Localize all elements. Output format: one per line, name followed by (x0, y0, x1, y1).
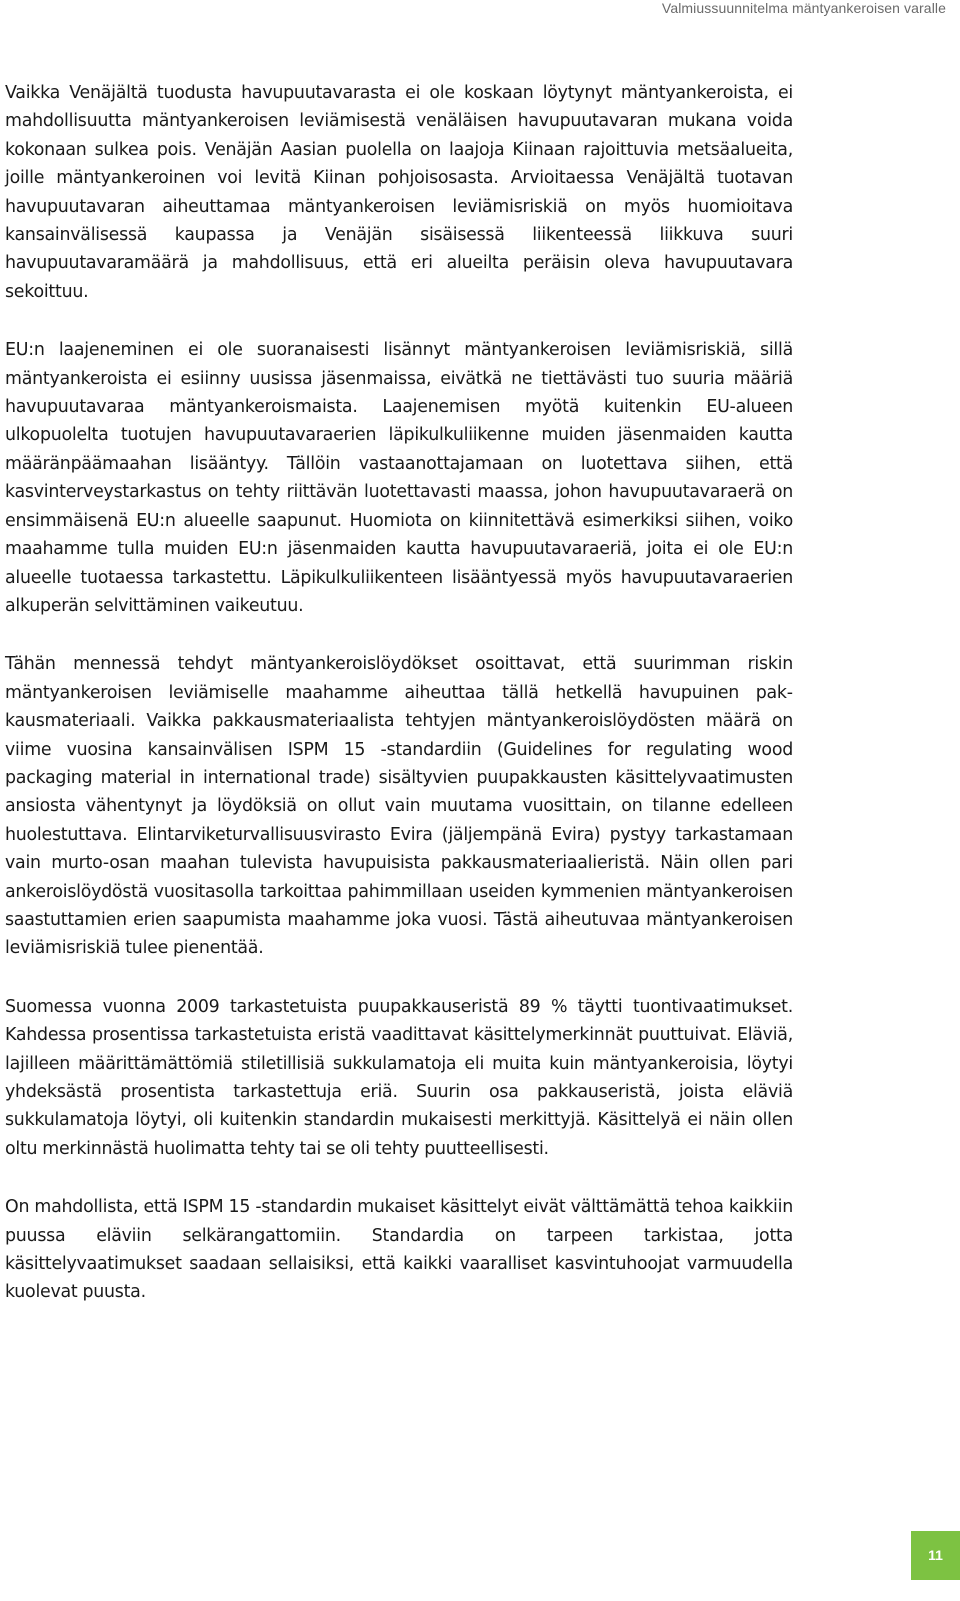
body-text (5, 79, 793, 1337)
running-header: Valmiussuunnitelma mäntyankeroisen varalle (661, 0, 946, 16)
paragraph: Suomessa vuonna 2009 tarkastetuista puupakkauseristä 89 % täytti tuontivaatimukset. Kahdessa prosentissa tarkastetuista eristä vaadittavat käsittelymerkinnät puuttuivat. Eläviä, lajilleen määrittämättömiä stiletillisiä sukkulamatoja eli muita kuin mäntyankeroisia, löytyi yhdeksästä prosentista tarkastettuja eriä. Suurin osa pakkauseristä, joista eläviä sukkulamatoja löytyi, oli kuitenkin standardin mukaisesti merkittyjä. Käsittelyä ei näin ollen oltu merkinnästä huolimatta tehty tai se oli tehty puutteellisesti. (5, 996, 793, 1159)
page-number: 11 (911, 1531, 960, 1580)
paragraph: Vaikka Venäjältä tuodusta havupuutavarasta ei ole koskaan löytynyt mäntyankeroista, ei mahdollisuutta mäntyankeroisen leviämisestä venäläisen havupuutavaran mukana voida kokonaan sulkea pois. Venäjän Aasian puolella on laajoja Kiinaan rajoittuvia metsäalueita, joille mäntyankeroinen voi levitä Kiinan pohjoisosasta. Arvioitaessa Venäjältä tuotavan havupuutavaran aiheuttamaa mäntyankeroisen leviämisriskiä on myös huomioitava kansainvälisessä kaupassa ja Venäjän sisäisessä liikenteessä liikkuva suuri havupuutavaramäärä ja mahdollisuus, että eri alueilta peräisin oleva havupuutavara sekoittuu. (5, 83, 793, 302)
paragraph: EU:n laajeneminen ei ole suoranaisesti lisännyt mäntyankeroisen leviämisriskiä, sillä mäntyankeroista ei esiinny uusissa jäsenmaissa, eivätkä ne tiettävästi tuo suuria määriä havupuutavaraa mäntyankeroismaista. Laajenemisen myötä kuitenkin EU-alueen ulkopuolelta tuotujen havupuutavaraerien läpikulkuliikenne muiden jäsenmaiden kautta määränpäämaahan lisääntyy. Tällöin vastaanottajamaan on luotettava siihen, että kasvinterveystarkastus on tehty riittävän luotettavasti maassa, johon havupuutavaraerä on ensimmäisenä EU:n alueelle saapunut. Huomiota on kiinnitettävä esimerkiksi siihen, voiko maahamme tulla muiden EU:n jäsenmaiden kautta havupuutavaraeriä, joita ei ole EU:n alueelle tuotaessa tarkastettu. Läpikulkuliikenteen lisääntyessä myös havupuutavaraerien alkuperän selvittäminen vaikeutuu. (5, 340, 793, 616)
paragraph: Tähän mennessä tehdyt mäntyankeroislöydökset osoittavat, että suurimman riskin mäntyankeroisen leviämiselle maahamme aiheuttaa tällä hetkellä havupuinen pakkausmateriaali. Vaikka pakkausmateriaalista tehtyjen mäntyankeroislöydösten määrä on viime vuosina kansainvälisen ISPM 15 -standardiin (Guidelines for regulating wood packaging material in international trade) sisältyvien puupakkausten käsittelyvaatimusten ansiosta vähentynyt ja löydöksiä on ollut vain muutama vuosittain, on tilanne edelleen huolestuttava. Elintarviketurvallisuusvirasto Evira (jäljempänä Evira) pystyy tarkastamaan vain murto-osan maahan tulevista havupuisista pakkausmateriaalieristä. Näin ollen pari ankeroislöydöstä vuositasolla tarkoittaa pahimmillaan useiden kymmenien mäntyankeroisen saastuttamien erien saapumista maahamme joka vuosi. Tästä aiheutuvaa mäntyankeroisen leviämisriskiä tulee pienentää. (5, 654, 793, 959)
paragraph: On mahdollista, että ISPM 15 -standardin mukaiset käsittelyt eivät välttämättä tehoa kaikkiin puussa eläviin selkärangattomiin. Standardia on tarpeen tarkistaa, jotta käsittelyvaatimukset saadaan sellaisiksi, että kaikki vaaralliset kasvintuhoojat varmuudella kuolevat puusta. (5, 1197, 793, 1303)
